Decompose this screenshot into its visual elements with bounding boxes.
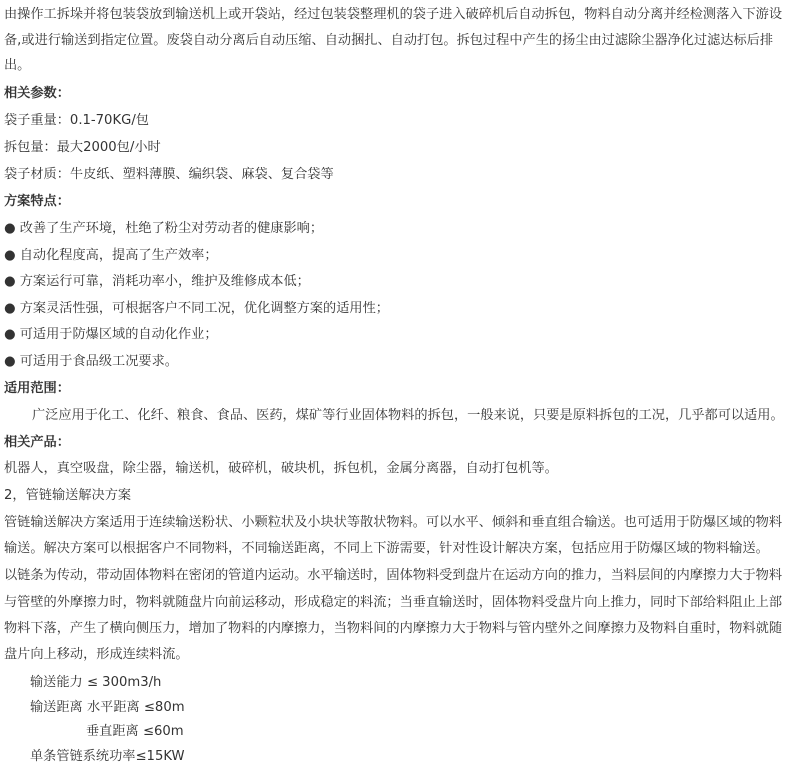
section-2-para-1-line-1: 管链输送解决方案适用于连续输送粉状、小颗粒状及小块状等散状物料。可以水平、倾斜和垂直组合输送。也可适用于防爆区域的物料 [4,515,783,530]
section-2-para-1-line-2: 输送。解决方案可以根据客户不同物料，不同输送距离，不同上下游需要，针对性设计解决方案，包括应用于防爆区域的物料输送。 [4,541,769,556]
scope-heading: 适用范围： [4,381,70,396]
params-heading: 相关参数： [4,86,70,101]
feature-item: ● 自动化程度高，提高了生产效率； [4,248,218,263]
spec-vertical-distance: 垂直距离 ≤60m [86,724,184,739]
feature-item: ● 改善了生产环境，杜绝了粉尘对劳动者的健康影响； [4,221,324,236]
intro-line-1: 由操作工拆垛并将包装袋放到输送机上或开袋站，经过包装袋整理机的袋子进入破碎机后自动拆包，物料自动分离并经检测落入下游设 [4,7,783,22]
spec-power: 单条管链系统功率≤15KW [30,749,185,764]
feature-item: ● 方案运行可靠，消耗功率小，维护及维修成本低； [4,274,310,289]
feature-item: ● 可适用于防爆区域的自动化作业； [4,327,218,342]
intro-line-2: 备,或进行输送到指定位置。废袋自动分离后自动压缩、自动捆扎、自动打包。拆包过程中产生的扬尘由过滤除尘器净化过滤达标后排 [4,33,774,48]
section-2-para-2-line-2: 与管壁的外摩擦力时，物料就随盘片向前运移动，形成稳定的料流；当垂直输送时，固体物料受盘片向上推力，同时下部给料阻止上部 [4,595,783,610]
feature-item: ● 方案灵活性强，可根据客户不同工况，优化调整方案的适用性； [4,301,389,316]
section-2-para-2-line-3: 物料下落，产生了横向侧压力，增加了物料的内摩擦力，当物料间的内摩擦力大于物料与管内壁外之间摩擦力及物料自重时，物料就随 [4,621,783,636]
param-capacity: 拆包量：最大2000包/小时 [4,140,161,155]
section-2-para-2-line-1: 以链条为传动，带动固体物料在密闭的管道内运动。水平输送时，固体物料受到盘片在运动方向的推力，当料层间的内摩擦力大于物料 [4,568,783,583]
products-heading: 相关产品： [4,435,70,450]
spec-capacity: 输送能力 ≤ 300m3/h [30,675,162,690]
feature-item: ● 可适用于食品级工况要求。 [4,354,178,369]
param-material: 袋子材质：牛皮纸、塑料薄膜、编织袋、麻袋、复合袋等 [4,167,334,182]
param-bag-weight: 袋子重量：0.1-70KG/包 [4,113,149,128]
section-2-para-2-line-4: 盘片向上移动，形成连续料流。 [4,647,189,662]
spec-horizontal-distance: 输送距离 水平距离 ≤80m [30,700,185,715]
features-heading: 方案特点： [4,194,70,209]
products-text: 机器人，真空吸盘，除尘器，输送机，破碎机，破块机，拆包机，金属分离器，自动打包机等。 [4,461,558,476]
intro-line-3: 出。 [4,58,31,73]
scope-text: 广泛应用于化工、化纤、粮食、食品、医药，煤矿等行业固体物料的拆包，一般来说，只要是原料拆包的工况，几乎都可以适用。 [32,408,784,423]
section-2-title: 2，管链输送解决方案 [4,488,132,503]
